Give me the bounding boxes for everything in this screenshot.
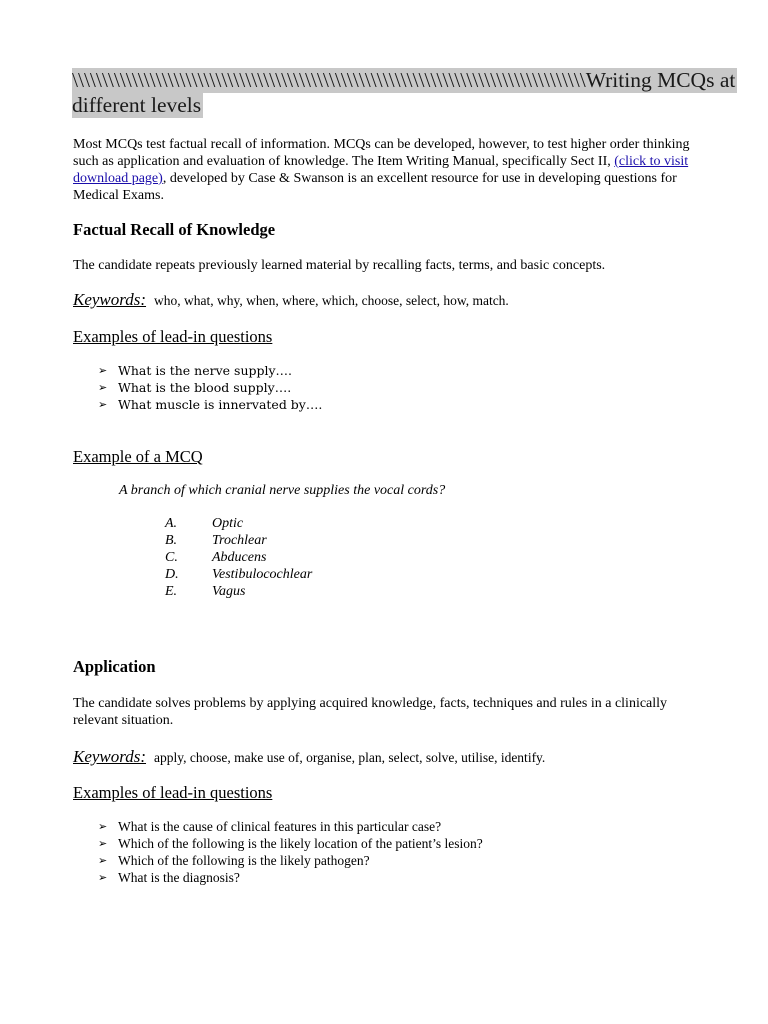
list-item bbox=[98, 852, 483, 869]
option-text: Optic bbox=[212, 516, 244, 531]
mcq-example-heading: Example of a MCQ bbox=[73, 447, 203, 466]
list-item bbox=[98, 869, 483, 886]
option-text: Vagus bbox=[212, 584, 246, 599]
mcq-option bbox=[165, 584, 312, 601]
intro-text-end: , developed by Case & Swanson is an excellent resource for use in developing questions for Medical Exams. bbox=[73, 171, 677, 203]
list-item-text: Which of the following is the likely location of the patient’s lesion? bbox=[118, 835, 483, 851]
option-text: Vestibulocochlear bbox=[212, 567, 313, 582]
arrow-bullet-icon: ➢ bbox=[98, 871, 108, 884]
keywords-text: apply, choose, make use of, organise, plan, select, solve, utilise, identify. bbox=[154, 750, 546, 765]
application-lead-in-list bbox=[98, 818, 483, 886]
mcq-option bbox=[165, 567, 312, 584]
option-letter: C. bbox=[165, 550, 178, 565]
factual-keywords-row bbox=[73, 290, 509, 310]
keywords-text: who, what, why, when, where, which, choose, select, how, match. bbox=[154, 293, 509, 308]
mcq-option bbox=[165, 550, 312, 567]
arrow-bullet-icon: ➢ bbox=[98, 398, 108, 411]
list-item bbox=[98, 835, 483, 852]
list-item bbox=[98, 379, 322, 396]
list-item bbox=[98, 818, 483, 835]
list-item-text: What is the cause of clinical features in this particular case? bbox=[118, 818, 442, 834]
keywords-label: Keywords: bbox=[73, 290, 147, 309]
document-title bbox=[72, 68, 737, 118]
keywords-label: Keywords: bbox=[73, 747, 147, 766]
option-letter: B. bbox=[165, 533, 178, 548]
option-letter: A. bbox=[165, 516, 178, 531]
list-item bbox=[98, 396, 322, 413]
list-item-text: Which of the following is the likely pathogen? bbox=[118, 852, 370, 868]
arrow-bullet-icon: ➢ bbox=[98, 854, 108, 867]
title-line-2: different levels bbox=[72, 93, 202, 117]
application-heading: Application bbox=[73, 657, 156, 676]
option-text: Trochlear bbox=[212, 533, 267, 548]
mcq-option bbox=[165, 516, 312, 533]
list-item-text: What is the blood supply…. bbox=[118, 380, 292, 395]
application-lead-in-heading: Examples of lead-in questions bbox=[73, 783, 273, 802]
option-text: Abducens bbox=[212, 550, 267, 565]
title-line-1: \\\\\\\\\\\\\\\\\\\\\\\\\\\\\\\\\\\\\\\\\\\\\\\\\\\\\\\\\\\\\\\\\\\\\\\\\\\\\\\\\\\\\\Writing MCQs at bbox=[72, 68, 736, 92]
arrow-bullet-icon: ➢ bbox=[98, 364, 108, 377]
mcq-options-list bbox=[165, 516, 312, 601]
option-letter: D. bbox=[165, 567, 179, 582]
application-description: The candidate solves problems by applying acquired knowledge, facts, techniques and rules in a clinically relevant situation. bbox=[73, 696, 668, 728]
option-letter: E. bbox=[165, 584, 178, 599]
factual-lead-in-heading: Examples of lead-in questions bbox=[73, 327, 273, 346]
arrow-bullet-icon: ➢ bbox=[98, 837, 108, 850]
list-item-text: What muscle is innervated by…. bbox=[118, 397, 323, 412]
list-item-text: What is the nerve supply…. bbox=[118, 363, 293, 378]
application-keywords-row bbox=[73, 747, 545, 767]
factual-recall-heading: Factual Recall of Knowledge bbox=[73, 220, 276, 239]
intro-paragraph bbox=[73, 136, 693, 204]
factual-lead-in-list bbox=[98, 362, 322, 413]
arrow-bullet-icon: ➢ bbox=[98, 820, 108, 833]
list-item-text: What is the diagnosis? bbox=[118, 869, 240, 885]
arrow-bullet-icon: ➢ bbox=[98, 381, 108, 394]
factual-description: The candidate repeats previously learned material by recalling facts, terms, and basic concepts. bbox=[73, 258, 606, 273]
intro-text-start: Most MCQs test factual recall of information. MCQs can be developed, however, to test higher order thinking such as application and evaluation of knowledge. The Item Writing Manual, specifically Sect II, bbox=[73, 137, 690, 169]
download-page-link[interactable]: (click to visit download page) bbox=[73, 154, 689, 186]
mcq-option bbox=[165, 533, 312, 550]
list-item bbox=[98, 362, 322, 379]
mcq-question: A branch of which cranial nerve supplies the vocal cords? bbox=[119, 483, 446, 498]
